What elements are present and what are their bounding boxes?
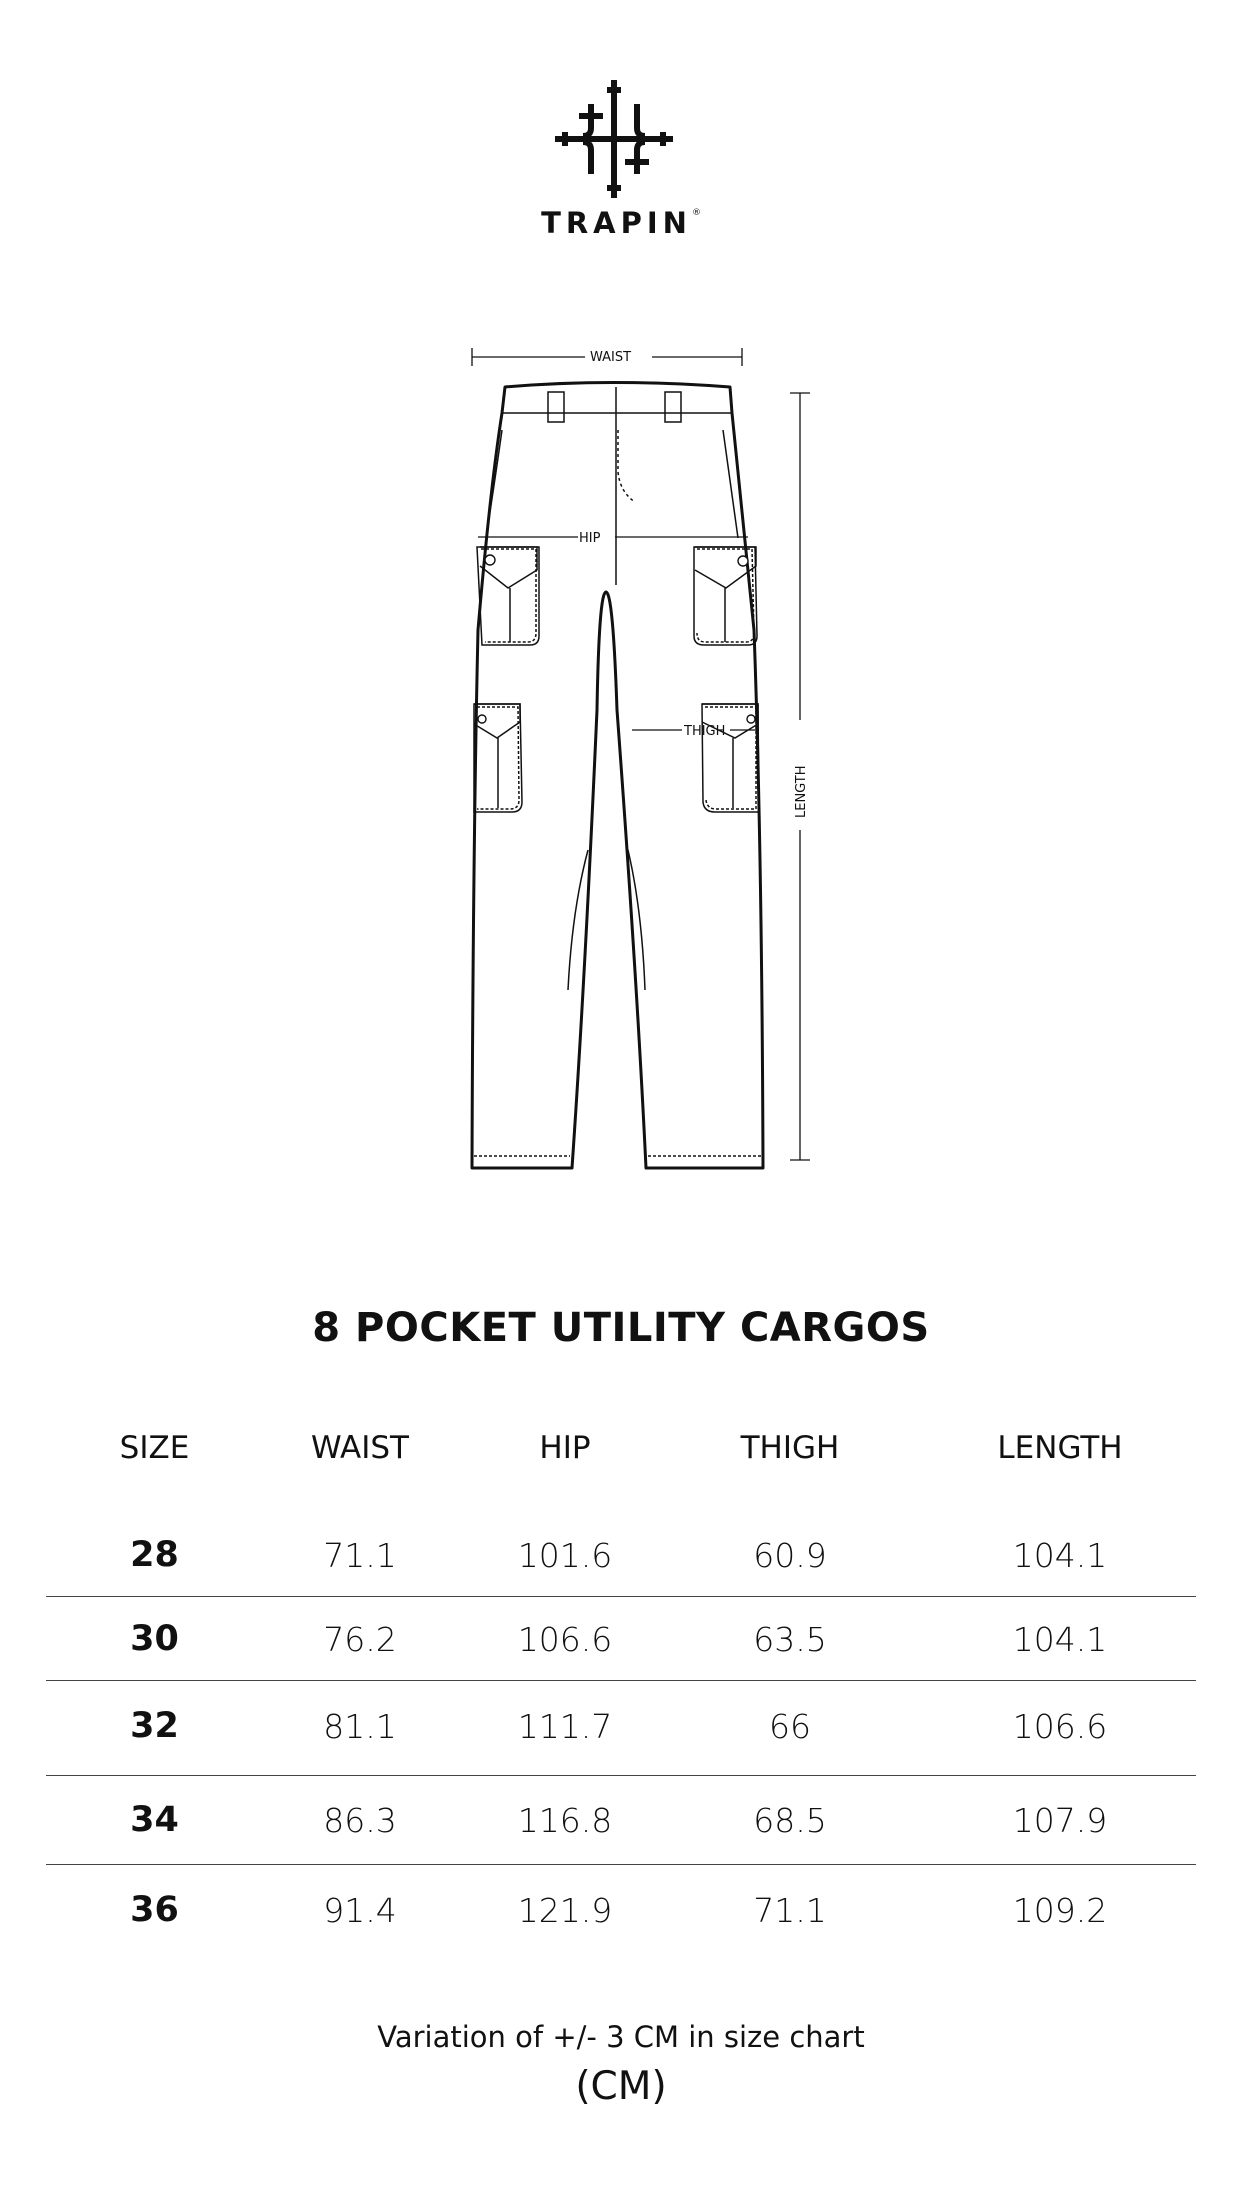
hip-label: HIP: [579, 531, 601, 546]
length-label: LENGTH: [794, 765, 809, 818]
header-size: SIZE: [119, 1430, 190, 1466]
table-cell-waist: 91.4: [323, 1891, 397, 1930]
cross-hash-icon: [551, 76, 677, 202]
table-cell-waist: 76.2: [323, 1620, 397, 1659]
product-title: 8 POCKET UTILITY CARGOS: [312, 1305, 930, 1351]
table-cell-waist: 86.3: [323, 1801, 397, 1840]
thigh-label: THIGH: [684, 724, 726, 739]
table-cell-hip: 111.7: [517, 1707, 613, 1746]
table-cell-thigh: 63.5: [753, 1620, 827, 1659]
table-cell-size: 36: [130, 1890, 179, 1930]
header-thigh: THIGH: [740, 1430, 840, 1466]
table-cell-thigh: 66: [769, 1707, 811, 1746]
table-cell-hip: 106.6: [517, 1620, 613, 1659]
table-cell-hip: 116.8: [517, 1801, 613, 1840]
table-cell-length: 107.9: [1012, 1801, 1108, 1840]
row-divider: [46, 1775, 1196, 1776]
table-cell-thigh: 71.1: [753, 1891, 827, 1930]
row-divider: [46, 1596, 1196, 1597]
row-divider: [46, 1680, 1196, 1681]
table-cell-thigh: 68.5: [753, 1801, 827, 1840]
header-waist: WAIST: [311, 1430, 409, 1466]
variation-note: Variation of +/- 3 CM in size chart: [377, 2020, 865, 2054]
header-length: LENGTH: [997, 1430, 1123, 1466]
table-cell-size: 32: [130, 1706, 179, 1746]
brand-name: TRAPIN®: [541, 206, 701, 240]
header-hip: HIP: [539, 1430, 591, 1466]
table-cell-size: 34: [130, 1800, 179, 1840]
table-cell-length: 106.6: [1012, 1707, 1108, 1746]
table-cell-size: 30: [130, 1619, 179, 1659]
waist-label: WAIST: [590, 350, 632, 365]
unit-label: (CM): [575, 2064, 667, 2109]
table-cell-size: 28: [130, 1535, 179, 1575]
table-cell-length: 104.1: [1012, 1620, 1108, 1659]
table-cell-waist: 81.1: [323, 1707, 397, 1746]
table-cell-hip: 101.6: [517, 1536, 613, 1575]
table-cell-hip: 121.9: [517, 1891, 613, 1930]
table-cell-thigh: 60.9: [753, 1536, 827, 1575]
table-cell-length: 104.1: [1012, 1536, 1108, 1575]
table-cell-length: 109.2: [1012, 1891, 1108, 1930]
row-divider: [46, 1864, 1196, 1865]
table-cell-waist: 71.1: [323, 1536, 397, 1575]
pants-diagram: [440, 330, 840, 1190]
